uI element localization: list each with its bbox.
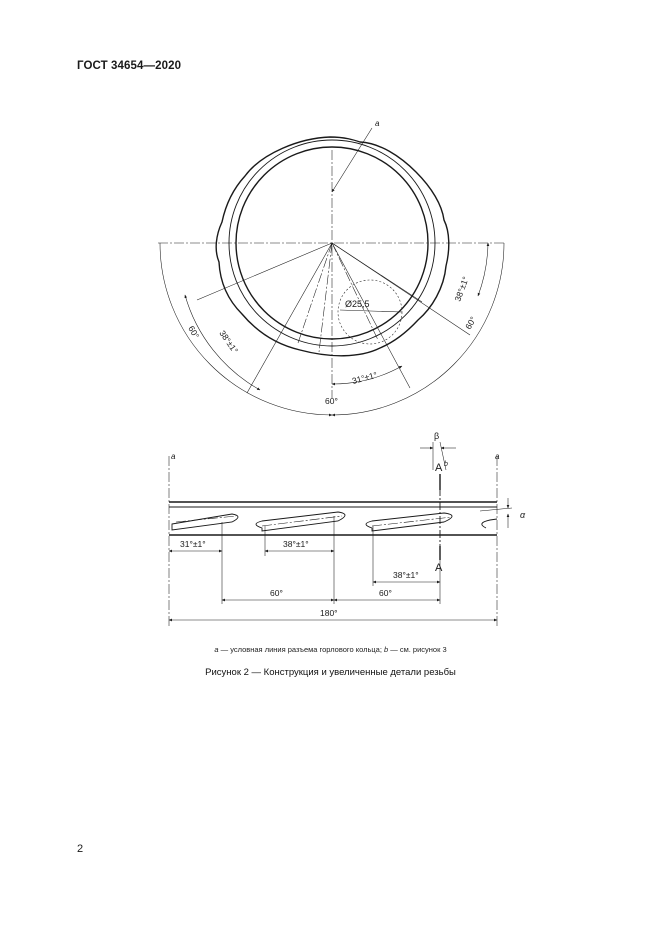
label-a-right: a [495, 452, 500, 461]
label-beta: β [434, 431, 440, 441]
detail-circle [338, 280, 402, 344]
section-label-bottom: A [435, 562, 443, 574]
arc-60-right [332, 243, 504, 415]
section-label-b: b [444, 461, 448, 468]
legend-text-b: — см. рисунок 3 [388, 645, 447, 654]
label-38-right: 38°±1° [452, 275, 471, 303]
legend-key-b: b [384, 645, 389, 654]
label-diameter: Ø25,5 [345, 299, 370, 309]
top-view [158, 119, 506, 415]
thread-segment-1 [172, 514, 238, 530]
diameter-line [340, 310, 402, 312]
label-60-right: 60° [463, 314, 479, 331]
radial-line-mid-left [298, 243, 332, 343]
arc-38-right [478, 243, 488, 296]
legend-text-a: — условная линия разъема горлового кольца; [218, 645, 385, 654]
dim-label-38-right: 38°±1° [393, 570, 419, 580]
radial-line-mid-left-2 [319, 243, 332, 352]
figure-legend [0, 645, 661, 654]
dim-label-60-right: 60° [379, 588, 392, 598]
legend-key-a: a [214, 645, 219, 654]
section-label-top: A [435, 462, 443, 474]
radial-line-38-left [247, 243, 332, 393]
standard-header: ГОСТ 34654—2020 [77, 60, 182, 72]
label-31: 31°±1° [350, 369, 379, 386]
thread-segments [172, 512, 497, 531]
figure-caption: Рисунок 2 — Конструкция и увеличенные детали резьбы [205, 667, 456, 678]
label-38-left: 38°±1° [217, 328, 241, 356]
label-60-bottom: 60° [325, 396, 338, 406]
label-a-left: a [171, 452, 176, 461]
label-alpha: α [520, 510, 526, 520]
radial-line-31 [332, 243, 410, 388]
alpha-line [480, 508, 512, 511]
thread-segment-4 [482, 519, 497, 528]
label-a-top: a [375, 119, 380, 128]
dim-label-60-left: 60° [270, 588, 283, 598]
radial-line-60-left [197, 243, 332, 300]
radial-line-mid-right [332, 243, 378, 340]
label-60-left: 60° [186, 324, 202, 341]
thread-axis-1 [176, 516, 236, 522]
dim-label-31: 31°±1° [180, 539, 206, 549]
thread-axis-2 [262, 516, 342, 526]
arc-60-left [160, 243, 332, 415]
dim-label-38-mid: 38°±1° [283, 539, 309, 549]
dim-label-180: 180° [320, 608, 338, 618]
radial-line-38-right [332, 243, 422, 302]
thread-segment-2 [256, 512, 345, 531]
page-number: 2 [77, 843, 84, 855]
thread-outer-profile [216, 137, 449, 356]
developed-view [169, 431, 526, 628]
